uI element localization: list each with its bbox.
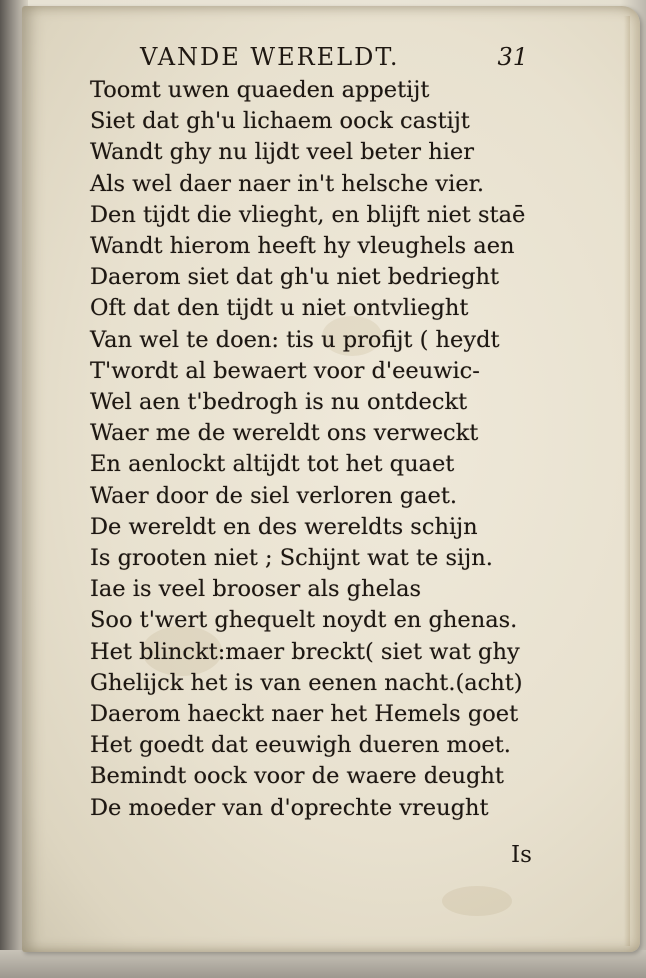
verse-line: Wandt hierom heeft hy vleughels aen — [90, 233, 515, 260]
scan-background-strip — [0, 950, 646, 978]
verse-line: Daerom siet dat gh'u niet bedrieght — [90, 264, 500, 291]
page-number: 31 — [497, 43, 528, 71]
verse-line: Ghelijck het is van eenen nacht.(acht) — [90, 669, 523, 696]
verse-line: Daerom haeckt naer het Hemels goet — [90, 701, 519, 728]
running-title: VANDE WERELDT. — [140, 43, 400, 71]
verse-line: Den tijdt die vlieght, en blijft niet staē — [90, 201, 526, 228]
verse-line: Waer me de wereldt ons verweckt — [90, 420, 479, 447]
page-edge — [624, 16, 630, 946]
verse-text — [90, 75, 550, 824]
verse-line: Het goedt dat eeuwigh dueren moet. — [90, 732, 511, 759]
verse-line: Wandt ghy nu lijdt veel beter hier — [90, 139, 474, 166]
verse-line: Van wel te doen: tis u profijt ( heydt — [90, 326, 500, 353]
verse-line: Iae is veel brooser als ghelas — [90, 576, 422, 603]
verse-line: Oft dat den tijdt u niet ontvlieght — [90, 295, 469, 322]
verse-line: Als wel daer naer in't helsche vier. — [90, 170, 485, 197]
verse-line: Bemindt oock voor de waere deught — [90, 763, 504, 790]
verse-line: En aenlockt altijdt tot het quaet — [90, 451, 455, 478]
verse-line: T'wordt al bewaert voor d'eeuwic- — [90, 357, 480, 384]
verse-line: De wereldt en des wereldts schijn — [90, 513, 478, 540]
verse-line: Toomt uwen quaeden appetijt — [90, 77, 430, 103]
verse-line: Waer door de siel verloren gaet. — [90, 482, 458, 509]
verse-line: Wel aen t'bedrogh is nu ontdeckt — [90, 389, 468, 416]
catchword: Is — [511, 842, 532, 868]
verse-line: Is grooten niet ; Schijnt wat te sijn. — [90, 545, 493, 572]
page-header — [118, 43, 538, 79]
verse-line: Het blinckt:maer breckt( siet wat ghy — [90, 638, 520, 665]
verse-line: Siet dat gh'u lichaem oock castijt — [90, 108, 470, 135]
paper-stain — [442, 886, 512, 916]
verse-line: De moeder van d'oprechte vreught — [90, 794, 489, 821]
verse-line: Soo t'wert ghequelt noydt en ghenas. — [90, 607, 518, 634]
